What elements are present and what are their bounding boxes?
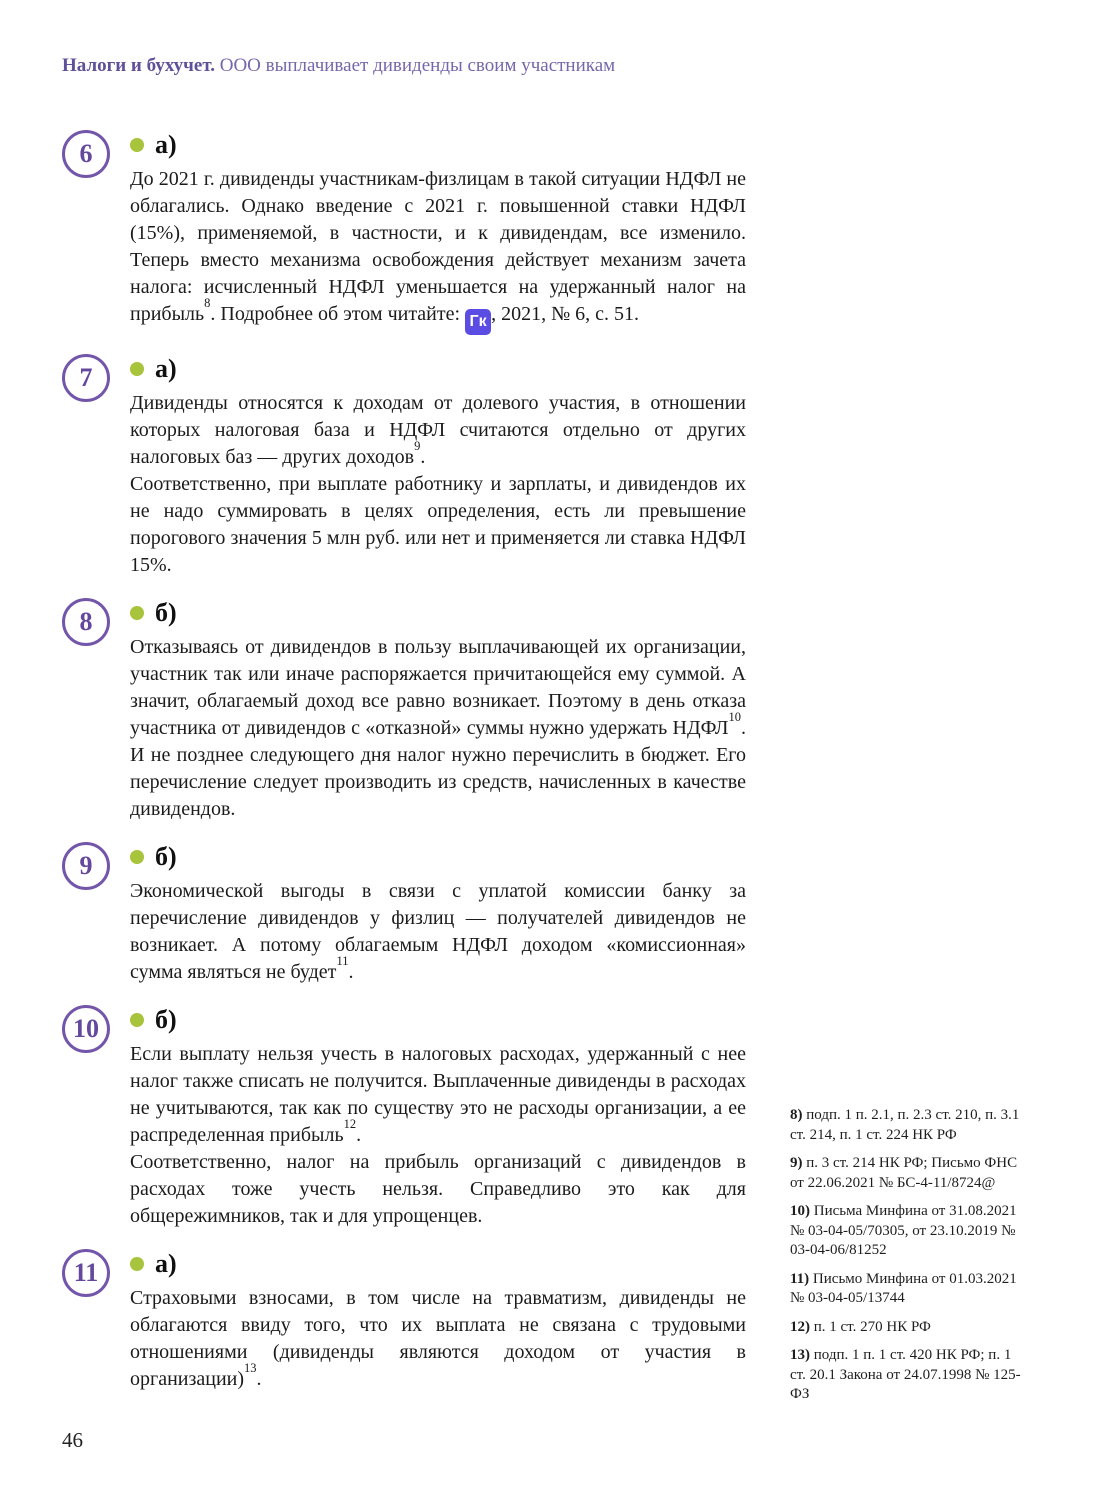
footnote-ref-9: 9 bbox=[414, 438, 421, 453]
question-number-badge bbox=[62, 1249, 110, 1297]
answer-label: а) bbox=[155, 354, 177, 383]
answer-paragraph: Соответственно, налог на прибыль организаций с дивидендов в расходах тоже учесть нельзя. Справедливо это как для общережимников, так и для упрощенцев. bbox=[130, 1151, 746, 1227]
answer-label: б) bbox=[155, 1005, 177, 1034]
answer-label-row bbox=[130, 352, 746, 386]
answer-item-11 bbox=[62, 1247, 746, 1393]
answer-item-6 bbox=[62, 128, 746, 335]
footnote-13 bbox=[790, 1346, 1030, 1405]
answer-body bbox=[130, 1003, 746, 1230]
answer-paragraph: Экономической выгоды в связи с уплатой комиссии банку за перечисление дивидендов у физлиц — получателей дивидендов не возникает. А потому облагаемым НДФЛ доходом «комиссионная» сумма являться не будет$^{11}$. bbox=[130, 880, 746, 983]
question-number: 9 bbox=[79, 851, 93, 880]
footnote-number: 8) bbox=[790, 1107, 807, 1123]
footnote-text: подп. 1 п. 1 ст. 420 НК РФ; п. 1 ст. 20.1 Закона от 24.07.1998 № 125-ФЗ bbox=[790, 1347, 1021, 1402]
footnotes-column bbox=[790, 1106, 1030, 1414]
footnote-10 bbox=[790, 1202, 1030, 1261]
footnote-number: 13) bbox=[790, 1347, 814, 1363]
question-number-badge bbox=[62, 1005, 110, 1053]
footnote-text: подп. 1 п. 2.1, п. 2.3 ст. 210, п. 3.1 ст. 214, п. 1 ст. 224 НК РФ bbox=[790, 1107, 1020, 1143]
footnote-ref-10: 10 bbox=[728, 709, 741, 724]
answer-item-9 bbox=[62, 840, 746, 986]
answer-body bbox=[130, 1247, 746, 1393]
bullet-icon bbox=[130, 138, 144, 152]
answer-body bbox=[130, 128, 746, 335]
question-number-gutter bbox=[62, 1247, 110, 1393]
footnote-9 bbox=[790, 1154, 1030, 1193]
footnote-ref-13: 13 bbox=[244, 1360, 257, 1375]
running-head-rubric: Налоги и бухучет. bbox=[62, 55, 215, 76]
answer-item-7 bbox=[62, 352, 746, 579]
footnote-text: п. 3 ст. 214 НК РФ; Письмо ФНС от 22.06.2021 № БС-4-11/8724@ bbox=[790, 1155, 1018, 1191]
answer-item-10 bbox=[62, 1003, 746, 1230]
answer-label-row bbox=[130, 840, 746, 874]
answer-paragraph: До 2021 г. дивиденды участникам-физлицам в такой ситуации НДФЛ не облагались. Однако введение с 2021 г. повышенной ставки НДФЛ (15%), применяемой, в частности, и к дивидендам, все изменило. Теперь вместо механизма освобождения действует механизм зачета налога: исчисленный НДФЛ уменьшается на удержанный налог на прибыль$^8$. Подробнее об этом читайте: Гк , 2021, № 6, с. 51. bbox=[130, 166, 746, 335]
question-number-gutter bbox=[62, 352, 110, 579]
footnote-text: Письмо Минфина от 01.03.2021 № 03-04-05/13744 bbox=[790, 1270, 1017, 1306]
question-number-badge bbox=[62, 842, 110, 890]
question-number: 10 bbox=[73, 1014, 99, 1043]
answer-label: а) bbox=[155, 1249, 177, 1278]
question-number-gutter bbox=[62, 128, 110, 335]
question-number-gutter bbox=[62, 840, 110, 986]
running-head bbox=[62, 54, 615, 78]
footnote-ref-12: 12 bbox=[343, 1116, 357, 1131]
answer-label-row bbox=[130, 1003, 746, 1037]
answer-item-8 bbox=[62, 596, 746, 823]
answer-body bbox=[130, 840, 746, 986]
question-number-badge bbox=[62, 598, 110, 646]
bullet-icon bbox=[130, 1013, 144, 1027]
answer-paragraph: Соответственно, при выплате работнику и зарплаты, и дивидендов их не надо суммировать в целях определения, есть ли превышение порогового значения 5 млн руб. или нет и применяется ли ставка НДФЛ 15%. bbox=[130, 473, 746, 576]
answer-label: а) bbox=[155, 130, 177, 159]
question-number: 11 bbox=[73, 1258, 99, 1287]
bullet-icon bbox=[130, 850, 144, 864]
bullet-icon bbox=[130, 1257, 144, 1271]
footnote-text: Письма Минфина от 31.08.2021 № 03-04-05/70305, от 23.10.2019 № 03-04-06/81252 bbox=[790, 1203, 1017, 1258]
answer-paragraph: Дивиденды относятся к доходам от долевого участия, в отношении которых налоговая база и НДФЛ считаются отдельно от других налоговых баз — других доходов$^9$. bbox=[130, 392, 746, 468]
answer-paragraph: Отказываясь от дивидендов в пользу выплачивающей их организации, участник так или иначе распоряжается причитающейся ему суммой. А значит, облагаемый доход все равно возникает. Поэтому в день отказа участника от дивидендов с «отказной» суммы нужно удержать НДФЛ$^{10}$. И не позднее следующего дня налог нужно перечислить в бюджет. Его перечисление следует производить из средств, начисленных в качестве дивидендов. bbox=[130, 636, 746, 820]
footnote-number: 9) bbox=[790, 1155, 807, 1171]
running-head-article-title: ООО выплачивает дивиденды своим участникам bbox=[219, 55, 616, 76]
bullet-icon bbox=[130, 362, 144, 376]
bullet-icon bbox=[130, 606, 144, 620]
footnote-number: 11) bbox=[790, 1270, 813, 1287]
footnote-ref-11: 11 bbox=[336, 953, 349, 968]
question-number: 7 bbox=[79, 363, 93, 392]
question-number: 8 bbox=[79, 607, 93, 636]
answer-body bbox=[130, 596, 746, 823]
answer-paragraph: Страховыми взносами, в том числе на травматизм, дивиденды не облагаются ввиду того, что их выплата не связана с трудовыми отношениями (дивиденды являются доходом от участия в организации)$^{13}$. bbox=[130, 1287, 746, 1390]
question-number-gutter bbox=[62, 596, 110, 823]
answer-label: б) bbox=[155, 598, 177, 627]
page-number: 46 bbox=[62, 1428, 83, 1452]
answer-label-row bbox=[130, 1247, 746, 1281]
answer-label-row bbox=[130, 596, 746, 630]
answer-body bbox=[130, 352, 746, 579]
footnote-8 bbox=[790, 1106, 1030, 1145]
answer-label-row bbox=[130, 128, 746, 162]
question-number-badge bbox=[62, 130, 110, 178]
answers-column bbox=[62, 128, 746, 1410]
footnote-12 bbox=[790, 1318, 1030, 1338]
question-number-badge bbox=[62, 354, 110, 402]
answer-paragraph: Если выплату нельзя учесть в налоговых расходах, удержанный с нее налог также списать не получится. Выплаченные дивиденды в расходах не учитываются, так как по существу это не расходы организации, а ее распределенная прибыль$^{12}$. bbox=[130, 1043, 746, 1146]
footnote-number: 12) bbox=[790, 1318, 814, 1335]
footnote-text: п. 1 ст. 270 НК РФ bbox=[813, 1318, 931, 1335]
footnote-ref-8: 8 bbox=[204, 295, 211, 310]
footnote-number: 10) bbox=[790, 1203, 814, 1219]
glavkniga-logo-icon: Гк bbox=[465, 309, 491, 335]
footnote-11 bbox=[790, 1270, 1030, 1309]
answer-label: б) bbox=[155, 842, 177, 871]
question-number: 6 bbox=[79, 139, 93, 168]
question-number-gutter bbox=[62, 1003, 110, 1230]
